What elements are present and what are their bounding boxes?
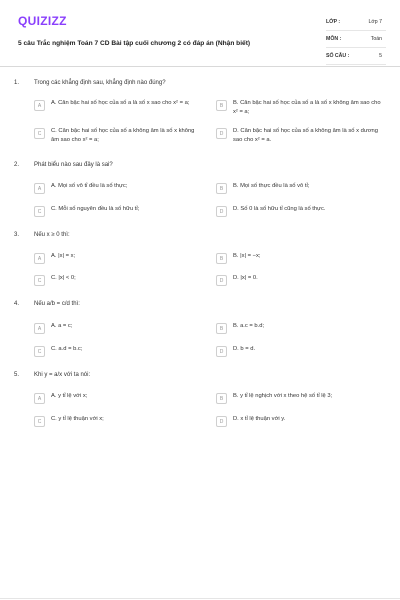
meta-table: [326, 14, 386, 65]
option-letter-box: B: [216, 100, 227, 111]
option-5b[interactable]: [216, 392, 383, 404]
option-1c[interactable]: [34, 127, 201, 144]
option-3a[interactable]: [34, 252, 201, 264]
question-number: 4.: [14, 301, 20, 307]
option-letter-box: D: [216, 128, 227, 139]
option-letter-box: C: [34, 416, 45, 427]
option-letter-box: B: [216, 183, 227, 194]
option-letter-box: A: [34, 323, 45, 334]
meta-label: LỚP :: [326, 19, 341, 25]
option-3b[interactable]: [216, 252, 383, 264]
meta-row-class: [326, 14, 386, 31]
option-text: A. |x| = x;: [51, 253, 76, 259]
meta-value: Lớp 7: [368, 19, 382, 25]
option-3c[interactable]: [34, 274, 201, 286]
option-letter-box: A: [34, 183, 45, 194]
option-letter-box: D: [216, 275, 227, 286]
question-text: Trong các khẳng định sau, khẳng định nào đúng?: [34, 80, 166, 86]
page-bottom-line: [0, 598, 400, 599]
option-letter-box: A: [34, 100, 45, 111]
question-number: 2.: [14, 162, 20, 168]
option-text: D. |x| = 0.: [233, 275, 258, 281]
option-text: C. Căn bậc hai số học của số a không âm là số x không âm sao cho x² = a;: [51, 128, 195, 143]
option-text: C. Mỗi số nguyên đều là số hữu tỉ;: [51, 206, 140, 212]
option-letter-box: C: [34, 275, 45, 286]
option-text: C. a.d = b.c;: [51, 346, 83, 352]
option-letter-box: B: [216, 323, 227, 334]
option-text: B. a.c = b.d;: [233, 323, 265, 329]
option-text: C. |x| < 0;: [51, 275, 76, 281]
option-letter-box: A: [34, 253, 45, 264]
option-5a[interactable]: [34, 392, 201, 404]
option-letter-box: D: [216, 416, 227, 427]
option-2a[interactable]: [34, 182, 201, 194]
option-4a[interactable]: [34, 322, 201, 334]
option-letter-box: C: [34, 206, 45, 217]
option-5c[interactable]: [34, 415, 201, 427]
option-2b[interactable]: [216, 182, 383, 194]
option-text: D. b = d.: [233, 346, 256, 352]
option-text: A. Mọi số vô tỉ đều là số thực;: [51, 183, 128, 189]
worksheet-header: [14, 10, 386, 65]
option-letter-box: C: [34, 128, 45, 139]
option-letter-box: B: [216, 393, 227, 404]
option-letter-box: D: [216, 206, 227, 217]
question-number: 5.: [14, 372, 20, 378]
option-5d[interactable]: [216, 415, 383, 427]
meta-row-subject: [326, 31, 386, 48]
question-text: Nếu a/b = c/d thì:: [34, 301, 80, 307]
quizizz-logo: QUIZIZZ: [18, 14, 67, 28]
header-divider: [0, 66, 400, 67]
option-letter-box: D: [216, 346, 227, 357]
option-text: B. Mọi số thực đều là số vô tỉ;: [233, 183, 310, 189]
option-text: B. y tỉ lệ nghịch với x theo hệ số tỉ lệ 3;: [233, 393, 333, 399]
option-letter-box: C: [34, 346, 45, 357]
option-2c[interactable]: [34, 205, 201, 217]
option-3d[interactable]: [216, 274, 383, 286]
meta-value: 5: [379, 53, 382, 59]
option-text: A. Căn bậc hai số học của số a là số x sao cho x² = a;: [51, 100, 190, 106]
option-text: D. x tỉ lệ thuận với y.: [233, 416, 286, 422]
meta-label: MÔN :: [326, 36, 342, 42]
option-text: A. a = c;: [51, 323, 73, 329]
option-text: D. Căn bậc hai số học của số a không âm là số x dương sao cho x² = a.: [233, 128, 378, 143]
option-text: B. Căn bậc hai số học của số a là số x không âm sao cho x² = a;: [233, 100, 381, 115]
question-text: Phát biểu nào sau đây là sai?: [34, 162, 113, 168]
option-letter-box: A: [34, 393, 45, 404]
option-text: A. y tỉ lệ với x;: [51, 393, 88, 399]
question-number: 3.: [14, 232, 20, 238]
worksheet-title: 5 câu Trắc nghiệm Toán 7 CD Bài tập cuối chương 2 có đáp án (Nhận biết): [18, 40, 251, 47]
option-2d[interactable]: [216, 205, 383, 217]
meta-label: SỐ CÂU :: [326, 53, 350, 59]
option-4b[interactable]: [216, 322, 383, 334]
option-letter-box: B: [216, 253, 227, 264]
option-1b[interactable]: [216, 99, 383, 116]
option-1a[interactable]: [34, 99, 201, 111]
option-text: C. y tỉ lệ thuận với x;: [51, 416, 104, 422]
meta-row-count: [326, 48, 386, 65]
option-1d[interactable]: [216, 127, 383, 144]
question-text: Khi y = a/x với ta nói:: [34, 372, 91, 378]
option-text: D. Số 0 là số hữu tỉ cũng là số thực.: [233, 206, 326, 212]
option-4d[interactable]: [216, 345, 383, 357]
option-text: B. |x| = −x;: [233, 253, 261, 259]
question-number: 1.: [14, 80, 20, 86]
option-4c[interactable]: [34, 345, 201, 357]
meta-value: Toán: [370, 36, 382, 42]
question-text: Nếu x ≥ 0 thì:: [34, 232, 70, 238]
